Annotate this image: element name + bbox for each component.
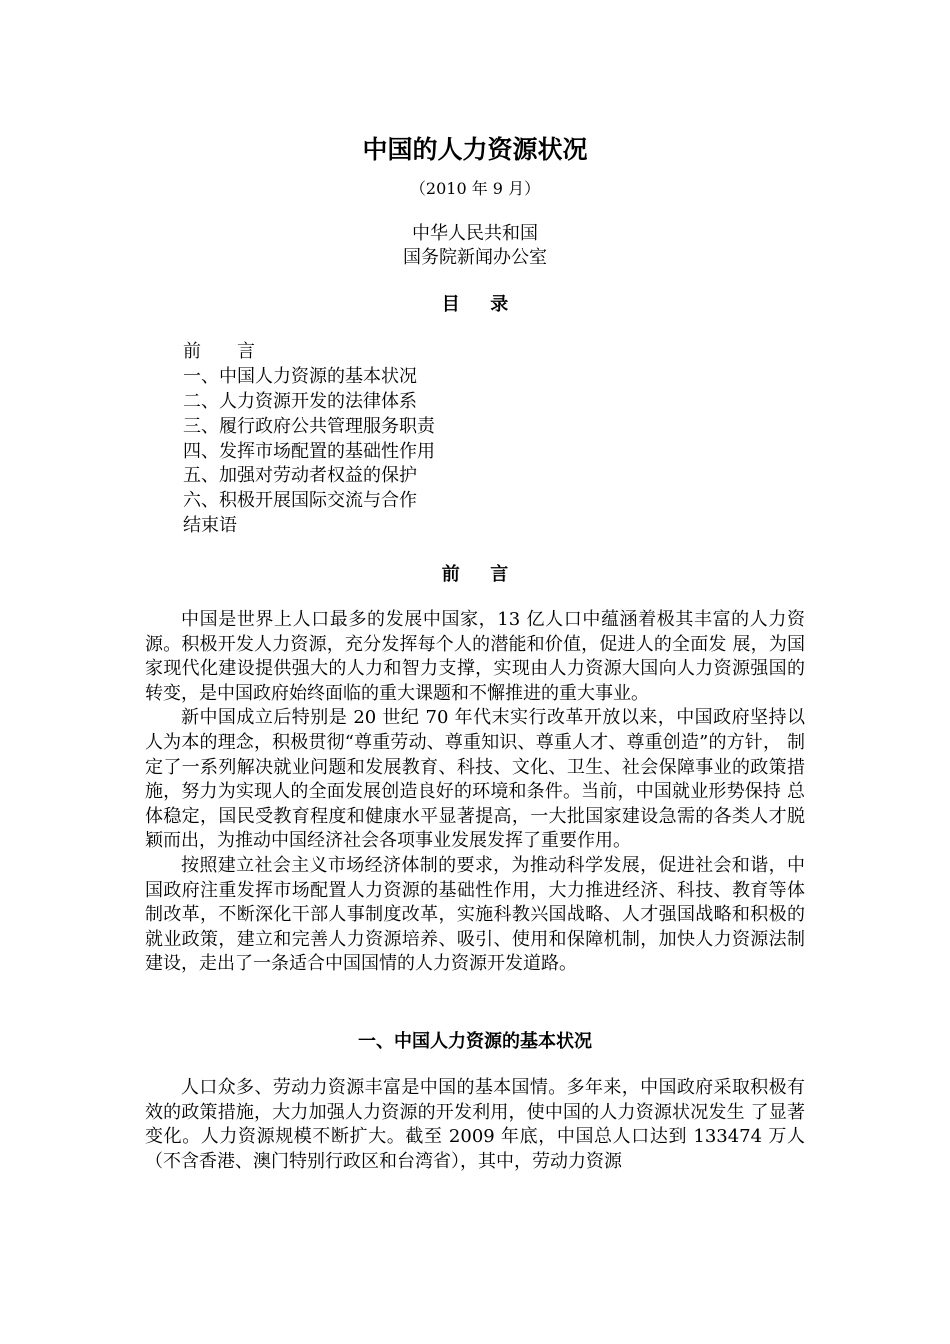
preface-paragraph: 新中国成立后特别是 20 世纪 70 年代末实行改革开放以来，中国政府坚持以人为本的理念，积极贯彻“尊重劳动、尊重知识、尊重人才、尊重创造”的方针， 制定了一系列解决就业问题和发展教育、科技、文化、卫生、社会保障事业的政策措施，努力为实现人的全面发展创造良好的环境和条件。当前，中国就业形势保持 总体稳定，国民受教育程度和健康水平显著提高，一大批国家建设急需的各类人才脱颖而出，为推动中国经济社会各项事业发展发挥了重要作用。 xyxy=(145,707,805,852)
toc-item-preface: 前 言 xyxy=(183,341,255,362)
preface-heading: 前言 xyxy=(441,564,539,585)
section-1-body xyxy=(145,1076,805,1174)
toc-item-section-6: 六、积极开展国际交流与合作 xyxy=(183,490,417,512)
preface-paragraph: 中国是世界上人口最多的发展中国家，13 亿人口中蕴涵着极其丰富的人力资源。积极开发人力资源，充分发挥每个人的潜能和价值，促进人的全面发 展，为国家现代化建设提供强大的人力和智力支撑，实现由人力资源大国向人力资源强国的转变，是中国政府始终面临的重大课题和不懈推进的重大事业。 xyxy=(145,609,805,704)
section-1-heading: 一、中国人力资源的基本状况 xyxy=(358,1031,592,1052)
toc-item-section-3: 三、履行政府公共管理服务职责 xyxy=(183,415,435,437)
toc-heading: 目录 xyxy=(441,294,539,315)
publisher-line-2: 国务院新闻办公室 xyxy=(403,247,547,268)
toc-item-section-1: 一、中国人力资源的基本状况 xyxy=(183,365,417,387)
table-of-contents xyxy=(183,340,435,539)
toc-item-section-2: 二、人力资源开发的法律体系 xyxy=(183,390,417,412)
toc-item-section-5: 五、加强对劳动者权益的保护 xyxy=(183,465,417,487)
section-1-paragraph: 人口众多、劳动力资源丰富是中国的基本国情。多年来，中国政府采取积极有效的政策措施，大力加强人力资源的开发利用，使中国的人力资源状况发生 了显著变化。人力资源规模不断扩大。截至 2009 年底，中国总人口达到 133474 万人（不含香港、澳门特别行政区和台湾省），其中，劳动力资源 xyxy=(145,1077,805,1172)
preface-body xyxy=(145,608,805,977)
preface-paragraph: 按照建立社会主义市场经济体制的要求，为推动科学发展，促进社会和谐，中国政府注重发挥市场配置人力资源的基础性作用，大力推进经济、科技、教育等体 制改革，不断深化干部人事制度改革，实施科教兴国战略、人才强国战略和积极的就业政策，建立和完善人力资源培养、吸引、使用和保障机制，加快人力资源法制 建设，走出了一条适合中国国情的人力资源开发道路。 xyxy=(145,854,805,975)
toc-item-conclusion: 结束语 xyxy=(183,515,237,537)
publisher-line-1: 中华人民共和国 xyxy=(412,223,538,244)
document-title: 中国的人力资源状况 xyxy=(362,135,588,164)
toc-item-section-4: 四、发挥市场配置的基础性作用 xyxy=(183,440,435,462)
document-date: （2010 年 9 月） xyxy=(409,179,541,198)
